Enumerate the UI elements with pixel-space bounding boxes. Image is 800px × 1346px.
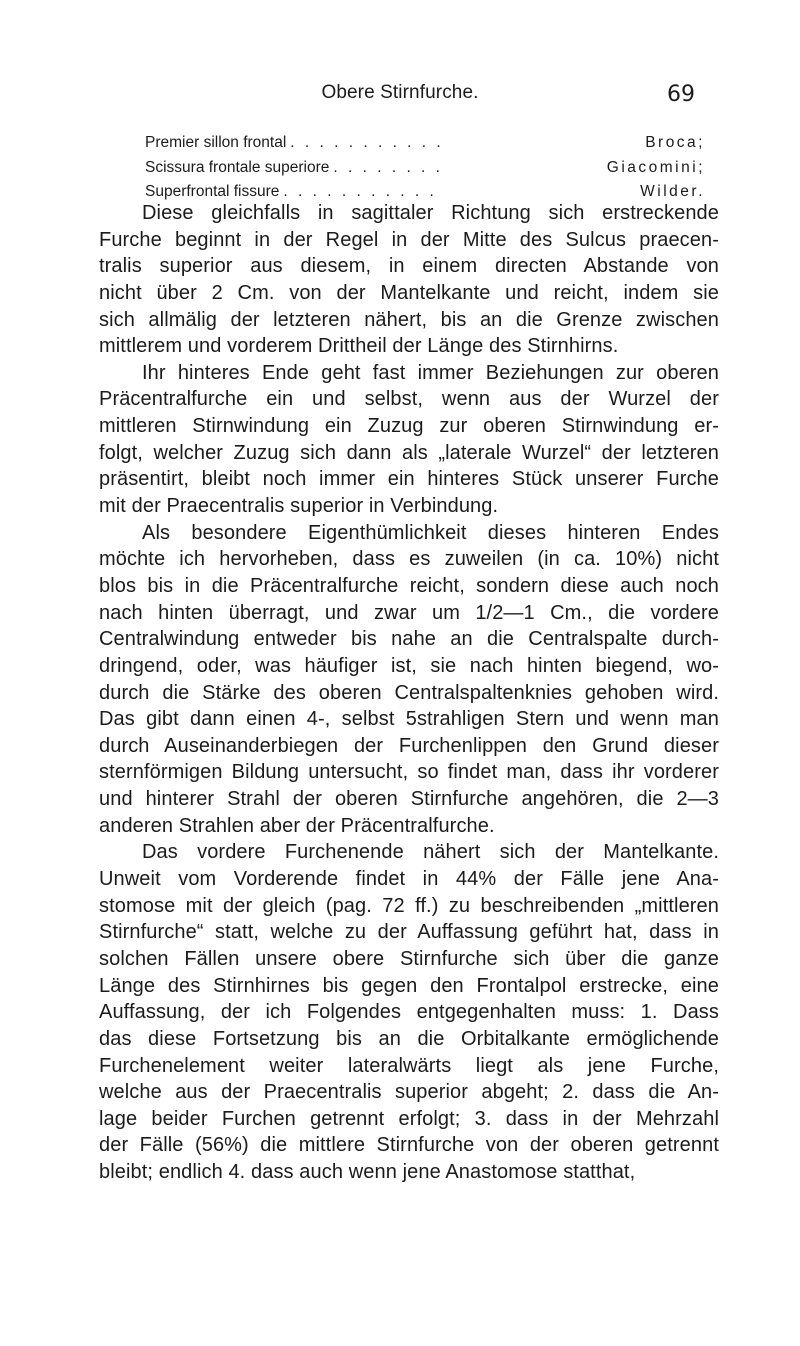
text-line: sich allmälig der letzteren nähert, bis an die Grenze zwischen: [99, 308, 719, 331]
synonym-term: Premier sillon frontal: [145, 134, 287, 151]
text-line: Ihr hinteres Ende geht fast immer Beziehungen zur oberen: [142, 361, 719, 384]
text-line: Stirnfurche“ statt, welche zu der Auffassung geführt hat, dass in: [99, 921, 719, 944]
text-line: das diese Fortsetzung bis an die Orbitalkante ermöglichende: [99, 1027, 719, 1050]
text-line: welche aus der Praecentralis superior abgeht; 2. dass die An-: [99, 1081, 719, 1104]
text-line: präsentirt, bleibt noch immer ein hinteres Stück unserer Furche: [99, 468, 719, 491]
text-line: und hinterer Strahl der oberen Stirnfurche angehören, die 2—3: [99, 788, 719, 811]
running-head-title: Obere Stirnfurche.: [321, 82, 479, 103]
text-line: nach hinten überragt, und zwar um 1/2—1 Cm., die vordere: [99, 601, 719, 624]
text-line: Centralwindung entweder bis nahe an die Centralspalte durch-: [99, 628, 719, 651]
text-line: Das gibt dann einen 4-, selbst 5strahligen Stern und wenn man: [99, 708, 719, 731]
text-line: durch Auseinanderbiegen der Furchenlippen den Grund dieser: [99, 734, 719, 757]
synonym-list: [145, 131, 705, 205]
text-line: anderen Strahlen aber der Präcentralfurche.: [99, 814, 495, 837]
leader-dots: . . . . . . . .: [333, 158, 443, 176]
text-line: bleibt; endlich 4. dass auch wenn jene Anastomose statthat,: [99, 1161, 636, 1184]
text-line: durch die Stärke des oberen Centralspaltenknies gehoben wird.: [99, 681, 719, 704]
synonym-author: Broca;: [645, 134, 705, 151]
text-line: der Fälle (56%) die mittlere Stirnfurche von der oberen getrennt: [99, 1134, 719, 1157]
leader-dots: . . . . . . . . . . .: [283, 183, 437, 200]
synonym-term: Superfrontal fissure: [145, 183, 280, 200]
body-text: [99, 200, 719, 1186]
synonym-term: Scissura frontale superiore: [145, 158, 330, 176]
leader-dots: . . . . . . . . . . .: [290, 134, 444, 151]
text-line: Länge des Stirnhirnes bis gegen den Frontalpol erstrecke, eine: [99, 974, 719, 997]
text-line: Furche beginnt in der Regel in der Mitte des Sulcus praecen-: [99, 228, 719, 251]
text-line: Präcentralfurche ein und selbst, wenn aus der Wurzel der: [99, 388, 719, 411]
text-line: lage beider Furchen getrennt erfolgt; 3. dass in der Mehrzahl: [99, 1107, 719, 1130]
synonym-row: [145, 131, 705, 156]
text-line: möchte ich hervorheben, dass es zuweilen (in ca. 10%) nicht: [99, 548, 719, 571]
text-line: Furchenelement weiter lateralwärts liegt als jene Furche,: [99, 1054, 719, 1077]
text-line: tralis superior aus diesem, in einem directen Abstande von: [99, 255, 719, 278]
synonym-row: [145, 156, 705, 181]
synonym-author: Giacomini;: [606, 158, 705, 176]
page-number: 69: [667, 82, 695, 107]
text-line: nicht über 2 Cm. von der Mantelkante und reicht, indem sie: [99, 281, 719, 304]
text-line: Das vordere Furchenende nähert sich der Mantelkante.: [142, 841, 719, 864]
text-line: mittleren Stirnwindung ein Zuzug zur oberen Stirnwindung er-: [99, 415, 719, 438]
text-line: solchen Fällen unsere obere Stirnfurche sich über die ganze: [99, 947, 719, 970]
text-line: stomose mit der gleich (pag. 72 ff.) zu beschreibenden „mittleren: [99, 894, 719, 917]
text-line: Auffassung, der ich Folgendes entgegenhalten muss: 1. Dass: [99, 1001, 719, 1024]
text-line: folgt, welcher Zuzug sich dann als „laterale Wurzel“ der letzteren: [99, 441, 719, 464]
text-line: Unweit vom Vorderende findet in 44% der Fälle jene Ana-: [99, 868, 719, 891]
synonym-author: Wilder.: [640, 183, 705, 200]
text-line: Diese gleichfalls in sagittaler Richtung sich erstreckende: [142, 202, 719, 224]
text-line: sternförmigen Bildung untersucht, so findet man, dass ihr vorderer: [99, 761, 719, 784]
text-line: blos bis in die Präcentralfurche reicht, sondern diese auch noch: [99, 574, 719, 597]
page-header: [0, 78, 800, 108]
text-line: mit der Praecentralis superior in Verbindung.: [99, 495, 499, 518]
text-line: mittlerem und vorderem Drittheil der Länge des Stirnhirns.: [99, 335, 619, 358]
text-line: dringend, oder, was häufiger ist, sie nach hinten biegend, wo-: [99, 654, 719, 677]
text-line: Als besondere Eigenthümlichkeit dieses hinteren Endes: [142, 521, 719, 544]
